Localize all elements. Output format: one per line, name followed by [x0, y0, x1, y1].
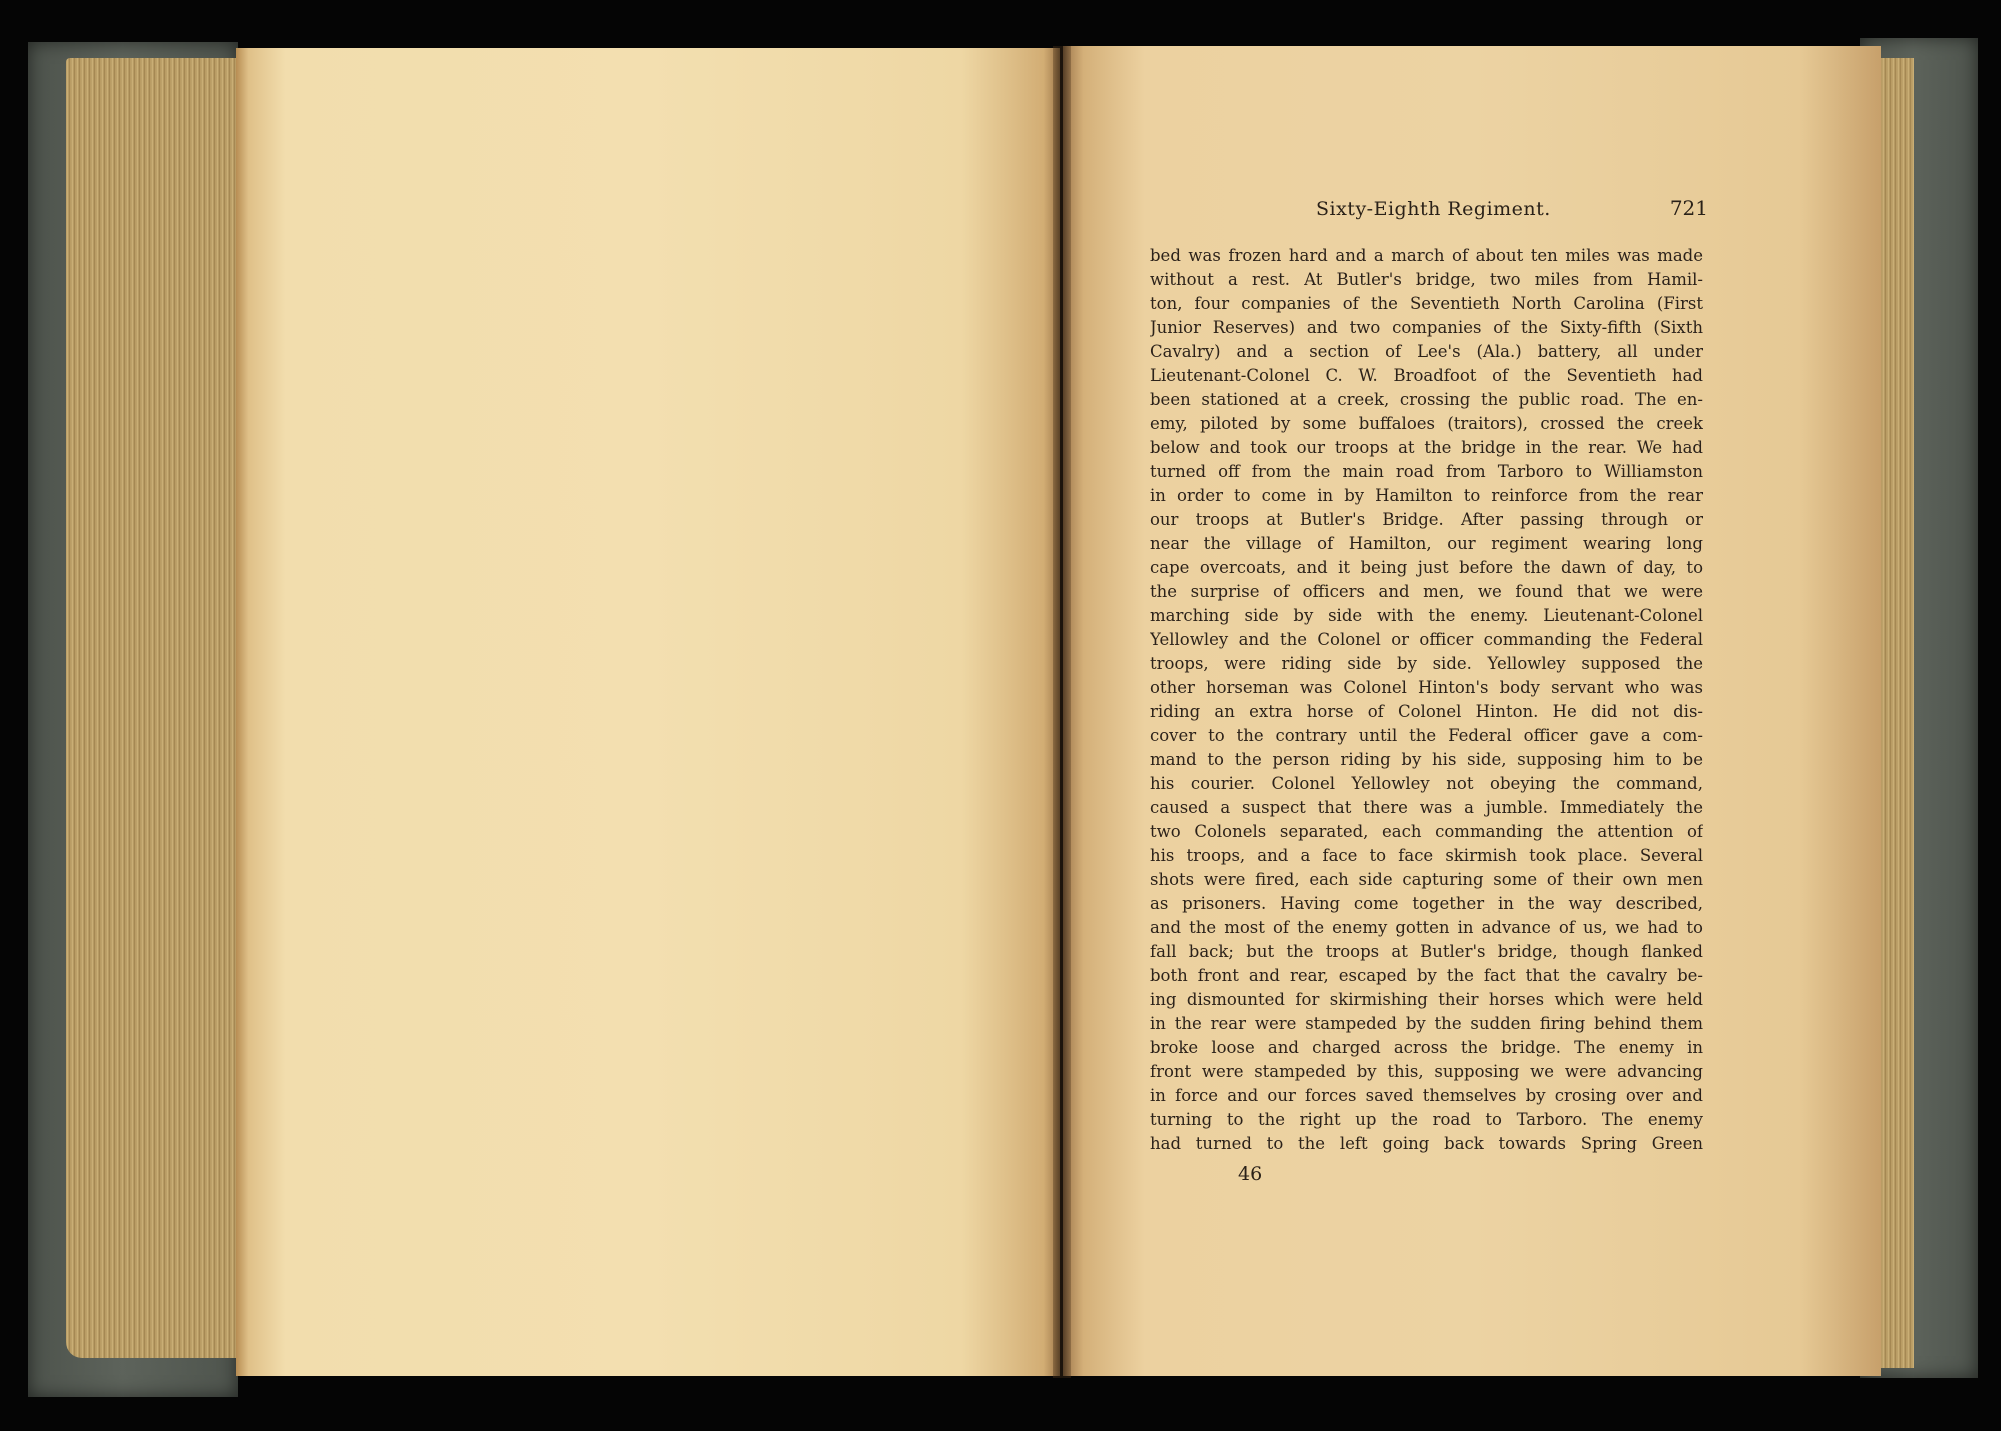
body-line: bed was frozen hard and a march of about ten miles was made	[1150, 246, 1703, 265]
body-line: Junior Reserves) and two companies of the Sixty-fifth (Sixth	[1150, 318, 1703, 337]
body-line: in force and our forces saved themselves by crosing over and	[1150, 1086, 1703, 1105]
body-line: near the village of Hamilton, our regiment wearing long	[1150, 534, 1703, 553]
body-text-block	[1150, 244, 1703, 1156]
body-line: turned off from the main road from Tarboro to Williamston	[1150, 462, 1703, 481]
body-line: two Colonels separated, each commanding the attention of	[1150, 822, 1703, 841]
body-line: cover to the contrary until the Federal officer gave a com-	[1150, 726, 1703, 745]
left-page-edges	[66, 58, 242, 1358]
body-line: ton, four companies of the Seventieth North Carolina (First	[1150, 294, 1703, 313]
body-line: troops, were riding side by side. Yellowley supposed the	[1150, 654, 1703, 673]
body-line: cape overcoats, and it being just before the dawn of day, to	[1150, 558, 1703, 577]
running-head: Sixty-Eighth Regiment.	[1316, 198, 1551, 220]
body-line: riding an extra horse of Colonel Hinton. He did not dis-	[1150, 702, 1703, 721]
body-line: shots were fired, each side capturing some of their own men	[1150, 870, 1703, 889]
body-line: the surprise of officers and men, we found that we were	[1150, 582, 1703, 601]
body-line: as prisoners. Having come together in the way described,	[1150, 894, 1703, 913]
body-line: his troops, and a face to face skirmish took place. Several	[1150, 846, 1703, 865]
body-line: been stationed at a creek, crossing the public road. The en-	[1150, 390, 1703, 409]
body-line: ing dismounted for skirmishing their horses which were held	[1150, 990, 1703, 1009]
body-line: marching side by side with the enemy. Lieutenant-Colonel	[1150, 606, 1703, 625]
body-line: had turned to the left going back towards Spring Green	[1150, 1134, 1703, 1153]
body-line: his courier. Colonel Yellowley not obeying the command,	[1150, 774, 1703, 793]
body-line: Lieutenant-Colonel C. W. Broadfoot of the Seventieth had	[1150, 366, 1703, 385]
body-line: both front and rear, escaped by the fact that the cavalry be-	[1150, 966, 1703, 985]
body-line: turning to the right up the road to Tarboro. The enemy	[1150, 1110, 1703, 1129]
page-number: 721	[1669, 196, 1708, 220]
signature-mark: 46	[1238, 1163, 1263, 1185]
body-line: our troops at Butler's Bridge. After passing through or	[1150, 510, 1703, 529]
body-line: broke loose and charged across the bridge. The enemy in	[1150, 1038, 1703, 1057]
body-line: other horseman was Colonel Hinton's body servant who was	[1150, 678, 1703, 697]
body-line: in the rear were stampeded by the sudden firing behind them	[1150, 1014, 1703, 1033]
body-line: without a rest. At Butler's bridge, two miles from Hamil-	[1150, 270, 1703, 289]
body-line: below and took our troops at the bridge in the rear. We had	[1150, 438, 1703, 457]
book-gutter	[1053, 46, 1071, 1378]
body-line: caused a suspect that there was a jumble. Immediately the	[1150, 798, 1703, 817]
body-line: in order to come in by Hamilton to reinforce from the rear	[1150, 486, 1703, 505]
body-line: emy, piloted by some buffaloes (traitors), crossed the creek	[1150, 414, 1703, 433]
blank-left-page	[236, 48, 1060, 1376]
body-line: front were stampeded by this, supposing we were advancing	[1150, 1062, 1703, 1081]
body-line: and the most of the enemy gotten in advance of us, we had to	[1150, 918, 1703, 937]
body-line: Cavalry) and a section of Lee's (Ala.) battery, all under	[1150, 342, 1703, 361]
body-line: fall back; but the troops at Butler's bridge, though flanked	[1150, 942, 1703, 961]
body-line: mand to the person riding by his side, supposing him to be	[1150, 750, 1703, 769]
body-line: Yellowley and the Colonel or officer commanding the Federal	[1150, 630, 1703, 649]
